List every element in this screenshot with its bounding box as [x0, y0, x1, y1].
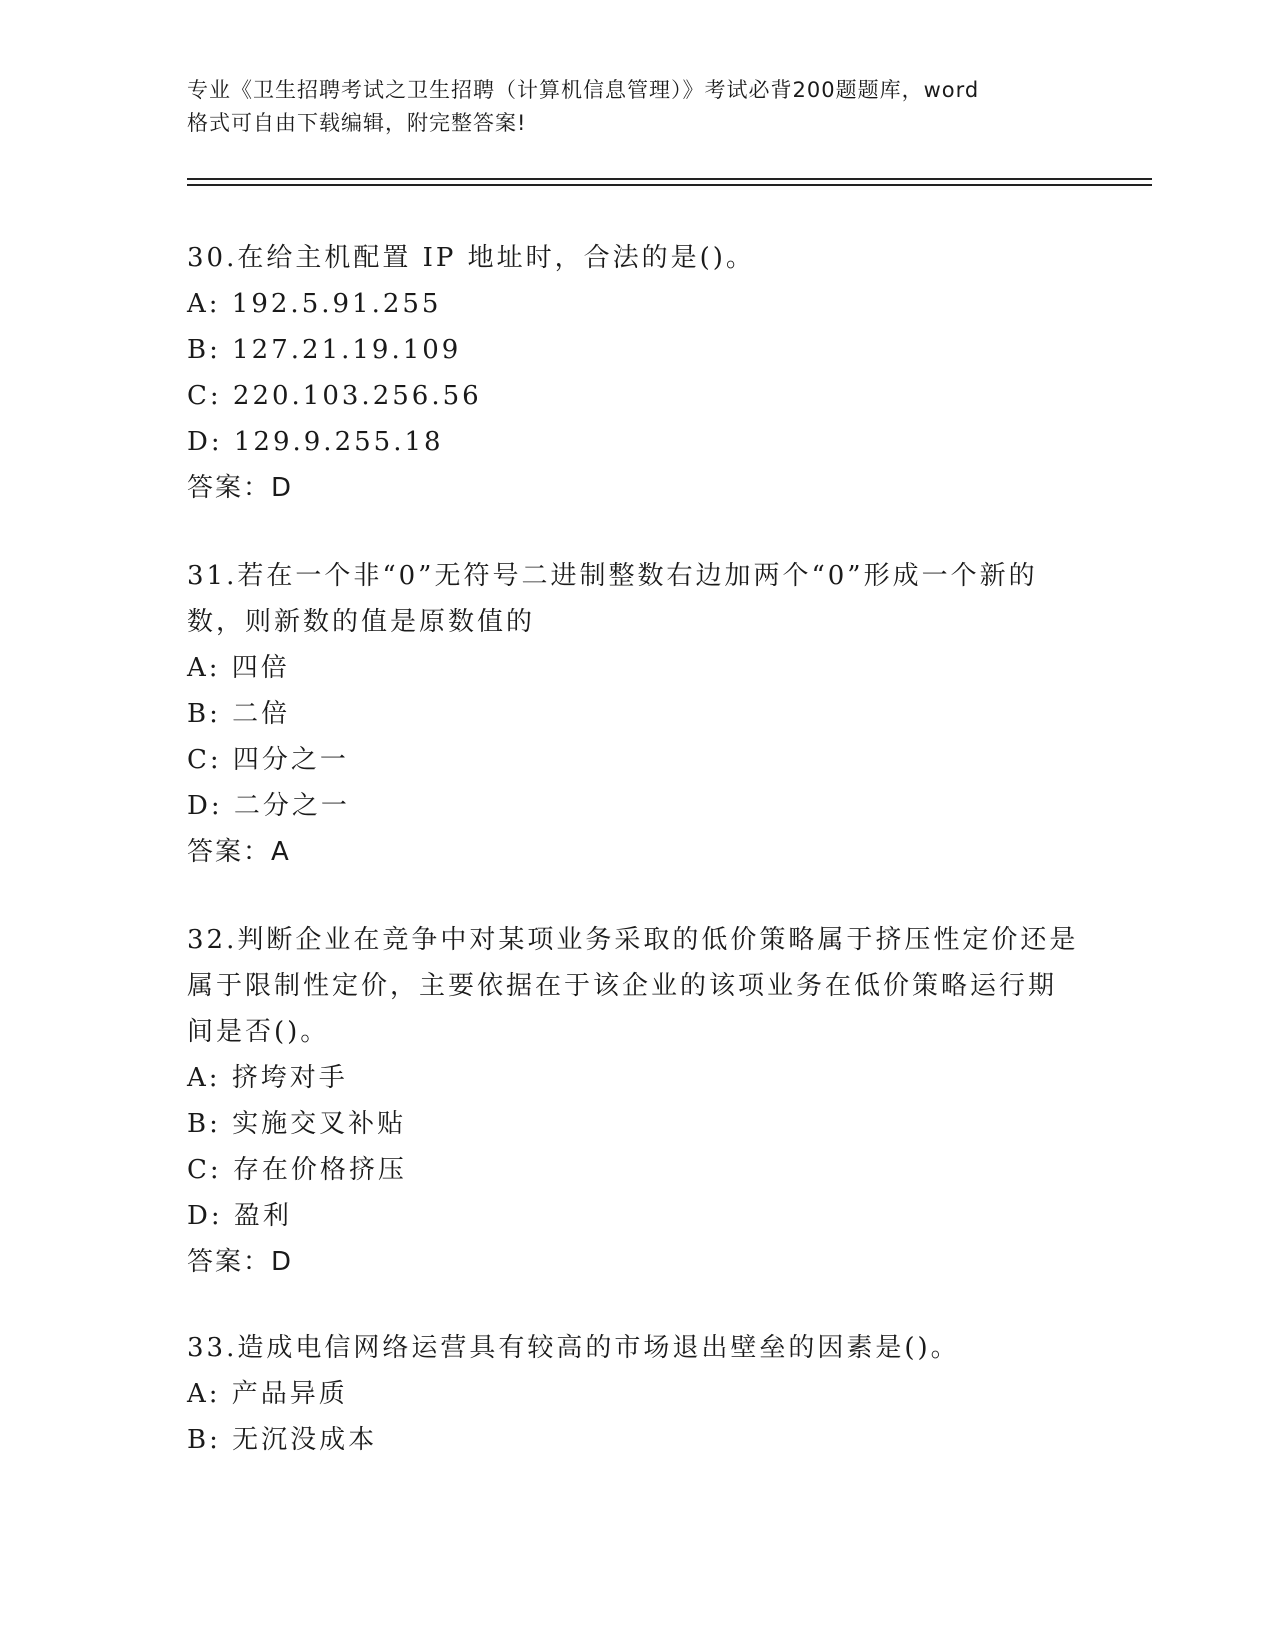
question-32	[187, 917, 1087, 1285]
option-d: D: 129.9.255.18	[187, 427, 444, 457]
answer-line: 答案：D	[187, 473, 294, 503]
header-line-2: 格式可自由下载编辑，附完整答案!	[187, 111, 527, 135]
header-line-1: 专业《卫生招聘考试之卫生招聘（计算机信息管理）》考试必背200题题库，word	[187, 78, 980, 102]
answer-line: 答案：D	[187, 1247, 294, 1277]
question-stem-line: 间是否()。	[187, 1017, 330, 1047]
question-stem-line: 属于限制性定价，主要依据在于该企业的该项业务在低价策略运行期	[187, 971, 1058, 1001]
question-33	[187, 1325, 1087, 1463]
option-c: C: 220.103.256.56	[187, 381, 482, 411]
header-divider-bottom	[187, 184, 1152, 186]
question-stem-line: 30.在给主机配置 IP 地址时，合法的是()。	[187, 243, 755, 273]
question-30	[187, 235, 1087, 511]
option-d: D: 二分之一	[187, 791, 350, 821]
question-stem-line: 33.造成电信网络运营具有较高的市场退出壁垒的因素是()。	[187, 1333, 960, 1363]
question-stem-line: 31.若在一个非“0”无符号二进制整数右边加两个“0”形成一个新的	[187, 561, 1038, 591]
option-b: B: 二倍	[187, 699, 291, 729]
option-b: B: 无沉没成本	[187, 1425, 378, 1455]
option-a: A: 192.5.91.255	[187, 289, 442, 319]
question-stem-line: 数，则新数的值是原数值的	[187, 607, 536, 637]
question-stem-line: 32.判断企业在竞争中对某项业务采取的低价策略属于挤压性定价还是	[187, 925, 1079, 955]
header-divider-top	[187, 178, 1152, 180]
option-c: C: 四分之一	[187, 745, 349, 775]
option-b: B: 127.21.19.109	[187, 335, 462, 365]
option-a: A: 产品异质	[187, 1379, 348, 1409]
option-a: A: 四倍	[187, 653, 290, 683]
document-header	[187, 74, 1087, 140]
option-a: A: 挤垮对手	[187, 1063, 348, 1093]
option-c: C: 存在价格挤压	[187, 1155, 407, 1185]
option-d: D: 盈利	[187, 1201, 292, 1231]
question-31	[187, 553, 1087, 875]
answer-line: 答案：A	[187, 837, 291, 867]
option-b: B: 实施交叉补贴	[187, 1109, 407, 1139]
